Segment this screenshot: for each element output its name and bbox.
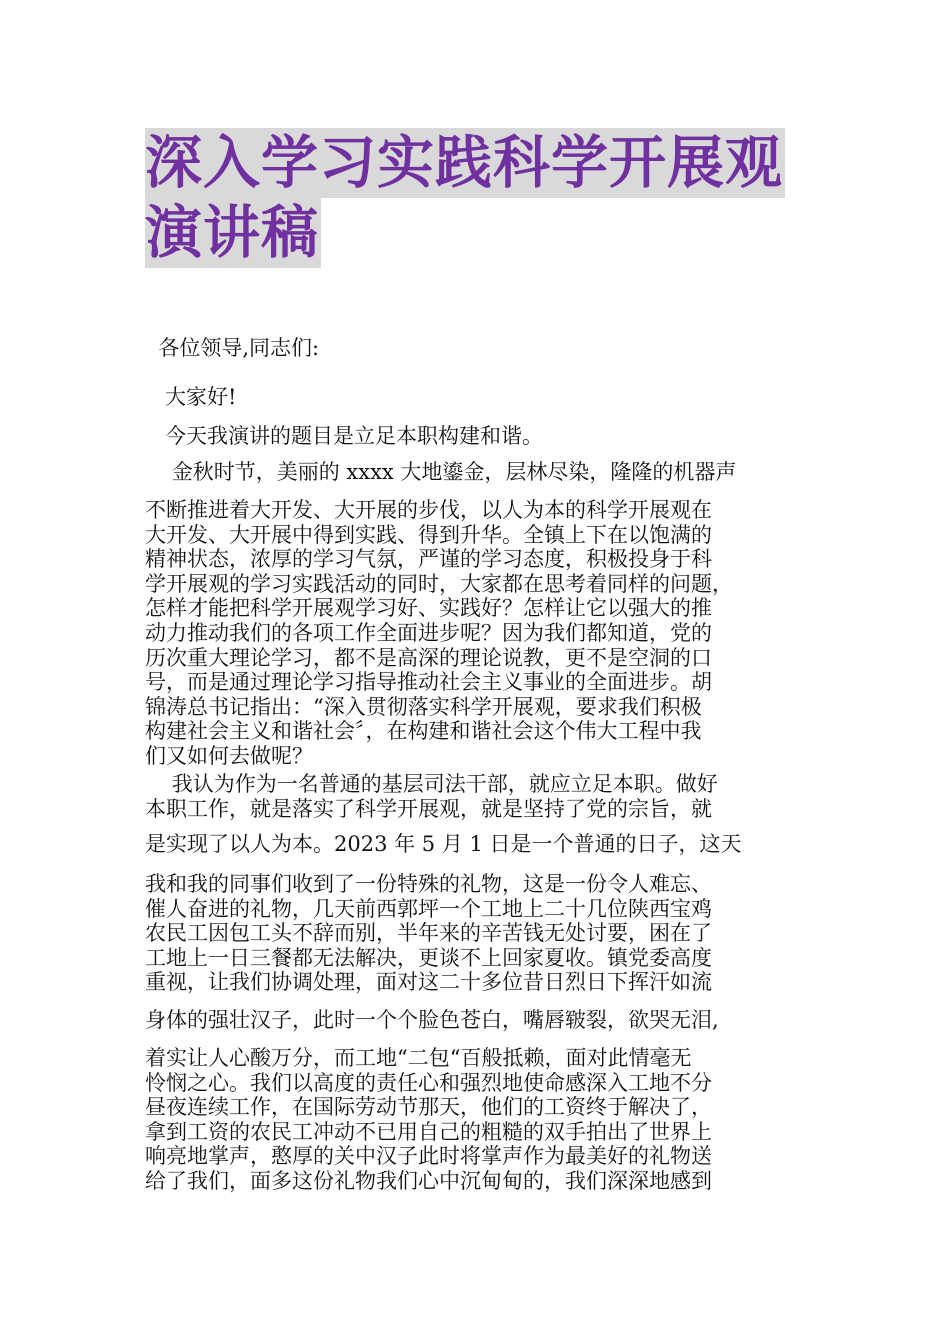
paragraph-body-3-cont: 身体的强壮汉子，此时一个个脸色苍白，嘴唇皲裂，欲哭无泪,: [145, 1008, 719, 1032]
paragraph-body-3: 我和我的同事们收到了一份特殊的礼物，这是一份令人难忘、 催人奋进的礼物，几天前西郭坪一个工地上二十几位陕西宝鸡 农民工因包工头不辞而别，半年来的辛苦钱无处讨要，困在了 工地上一日三餐都无法解决，更谈不上回家夏收。镇党委高度 重视，让我们协调处理，面对这二十多位昔日烈日下挥汗如流: [145, 872, 712, 995]
document-title: [145, 128, 825, 268]
salutation: 各位领导,同志们:: [145, 336, 320, 360]
paragraph-opening: 金秋时节，美丽的 xxxx 大地鎏金，层林尽染，隆隆的机器声: [145, 460, 737, 484]
paragraph-body-1: 不断推进着大开发、大开展的步伐，以人为本的科学开展观在 大开发、大开展中得到实践、得到升华。全镇上下在以饱满的 精神状态，浓厚的学习气氛，严谨的学习态度，积极投身于科 学开展观的学习实践活动的同时，大家都在思考着同样的问题， 怎样才能把科学开展观学习好、实践好？怎样让它以强大的推 动力推动我们的各项工作全面进步呢？因为我们都知道，党的 历次重大理论学习，都不是高深的理论说教，更不是空洞的口 号，而是通过理论学习指导推动社会主义事业的全面进步。胡 锦涛总书记指出：“深入贯彻落实科学开展观，要求我们积极 构建社会主义和谐社会〞，在构建和谐社会这个伟大工程中我 们又如何去做呢？: [145, 498, 733, 768]
title-line-1: 深入学习实践科学开展观: [145, 130, 783, 196]
paragraph-body-4: 着实让人心酸万分，而工地“二包“百般抵赖，面对此情毫无 怜悯之心。我们以高度的责任心和强烈地使命感深入工地不分 昼夜连续工作，在国际劳动节那天，他们的工资终于解决了， 拿到工资的农民工冲动不已用自己的粗糙的双手拍出了世界上 响亮地掌声，憨厚的关中汉子此时将掌声作为最美好的礼物送 给了我们，面多这份礼物我们心中沉甸甸的，我们深深地感到: [145, 1046, 712, 1193]
speech-topic: 今天我演讲的题目是立足本职构建和谐。: [145, 424, 544, 448]
paragraph-body-2: 我认为作为一名普通的基层司法干部，就应立足本职。做好 本职工作，就是落实了科学开展观，就是坚持了党的宗旨，就: [145, 772, 718, 821]
title-line-2: 演讲稿: [145, 200, 319, 266]
greeting: 大家好!: [145, 385, 237, 409]
paragraph-body-2-cont: 是实现了以人为本。2023 年 5 月 1 日是一个普通的日子，这天: [145, 832, 742, 856]
